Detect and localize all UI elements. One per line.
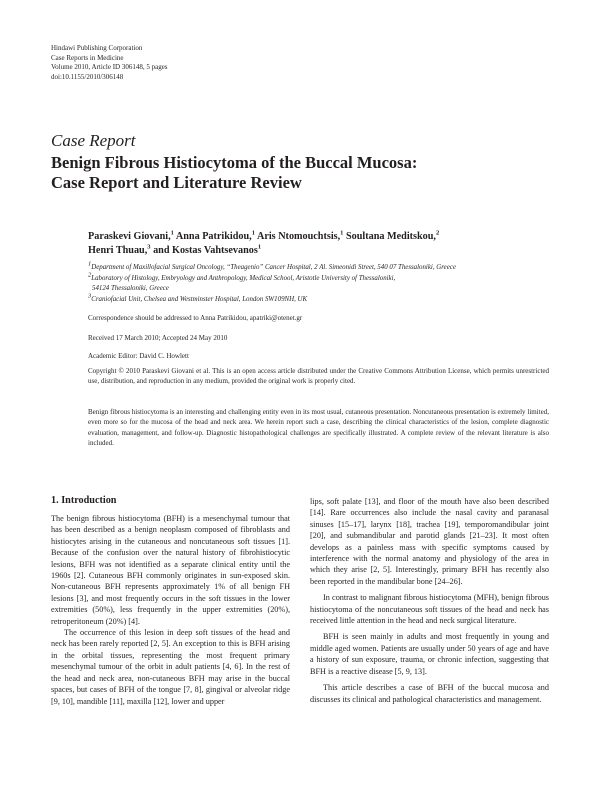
author-name: Soultana Meditskou, (343, 231, 436, 242)
affiliation-3 (88, 292, 558, 306)
author-name: Aris Ntomouchtsis, (254, 231, 341, 242)
received-accepted-dates: Received 17 March 2010; Accepted 24 May 2010 (88, 334, 228, 342)
right-column (310, 496, 549, 705)
affiliation-mark: 2 (88, 271, 92, 279)
author-name: Henri Thuau, (88, 245, 148, 256)
paragraph: BFH is seen mainly in adults and most frequently in young and middle aged women. Patients are usually under 50 years of age and have a history of sun exposure, trauma, or chronic infection, suggesting that BFH is a reactive disease [5, 9, 13]. (310, 632, 549, 676)
paragraph: lips, soft palate [13], and floor of the mouth have also been described [14]. Rare occurrences also include the nasal cavity and paranasal sinuses [15–17], larynx [18], trachea [19], temporomandibular joint [20], and submandibular and parotid glands [21–23]. It most often develops as a painless mass with specific symptoms caused by interference with the normal anatomy and physiology of the area in which they arise [2, 5]. Interestingly, primary BFH has recently also been reported in the mandibular bone [24–26]. (310, 497, 549, 586)
affiliation-2-continued: 54124 Thessaloniki, Greece (92, 285, 169, 292)
correspondence: Correspondence should be addressed to Anna Patrikidou, apatriki@otenet.gr (88, 314, 303, 322)
title-line-2: Case Report and Literature Review (51, 173, 302, 192)
author-name: Anna Patrikidou, (173, 231, 252, 242)
author-affiliation-mark: 1 (251, 229, 255, 237)
doi-link[interactable]: doi:10.1155/2010/306148 (51, 72, 124, 81)
author-affiliation-mark: 2 (435, 229, 440, 237)
author-name: and Kostas Vahtsevanos (150, 245, 258, 256)
author-affiliation-mark: 3 (147, 243, 151, 251)
affiliation-text: Laboratory of Histology, Embryology and Anthropology, Medical School, Aristotle University of Thessaloniki, (91, 274, 396, 282)
affiliation-2 (88, 271, 558, 285)
author-line-1 (88, 230, 558, 244)
affiliation-mark: 3 (88, 292, 92, 300)
journal-name: Case Reports in Medicine (51, 53, 124, 62)
volume-info: Volume 2010, Article ID 306148, 5 pages (51, 63, 168, 71)
affiliation-1 (88, 260, 558, 274)
author-name: Paraskevi Giovani, (88, 231, 171, 242)
academic-editor: Academic Editor: David C. Howlett (88, 352, 189, 360)
author-affiliation-mark: 1 (170, 229, 174, 237)
paragraph: The benign fibrous histiocytoma (BFH) is a mesenchymal tumour that has been described as a benign neoplasm composed of fibroblasts and histiocytes arising in the cutaneous and noncutaneous soft tissues [1]. Because of the confusion over the natural history of fibrohistiocytic lesions, BFH was not identified as a separate clinical entity until the 1960s [2]. Cutaneous BFH commonly originates in sun-exposed skin. Non-cutaneous BFH represents approximately 1% of all benign FH lesions [3], and most frequently occurs in the soft tissues in the lower extremities (50%), less frequently in the upper extremities (20%), retroperitoneum (20%) [4]. (51, 514, 290, 626)
section-heading: 1. Introduction (51, 495, 117, 506)
journal-header (51, 44, 168, 82)
affiliation-text: Craniofacial Unit, Chelsea and Westminster Hospital, London SW109NH, UK (91, 295, 308, 303)
affiliations (88, 260, 558, 305)
title-line-1: Benign Fibrous Histiocytoma of the Buccal Mucosa: (51, 153, 418, 172)
paragraph: The occurrence of this lesion in deep soft tissues of the head and neck has been rarely reported [2, 5]. An exception to this is BFH arising in the orbital tissues, representing the most frequent primary mesenchymal tumour of the orbit in adult patients [4, 6]. In the rest of the head and neck area, non-cutaneous BFH may arise in the buccal spaces, but cases of BFH of the tongue [7, 8], gingival or alveolar ridge [9, 10], mandible [11], maxilla [12], lower and upper (51, 628, 290, 706)
author-affiliation-mark: 1 (257, 243, 262, 251)
left-column (51, 494, 290, 707)
author-affiliation-mark: 1 (340, 229, 344, 237)
article-type: Case Report (51, 131, 136, 150)
paragraph: In contrast to malignant fibrous histiocytoma (MFH), benign fibrous histiocytoma of the noncutaneous soft tissues of the head and neck has received little attention in the head and neck surgical literature. (310, 593, 549, 626)
author-list (88, 230, 558, 258)
affiliation-mark: 1 (88, 260, 92, 268)
author-line-2 (88, 244, 558, 258)
paragraph: This article describes a case of BFH of the buccal mucosa and discusses its clinical and pathological characteristics and management. (310, 683, 549, 704)
publisher-name: Hindawi Publishing Corporation (51, 44, 143, 52)
abstract: Benign fibrous histiocytoma is an interesting and challenging entity even in its most usual, cutaneous presentation. Noncutaneous presentation is extremely limited, even more so for the mucosa of the head and neck area. We herein report such a case, describing the clinical characteristics of the lesion, complete diagnostic evaluation, management, and follow-up. Diagnostic histopathological challenges are specifically illustrated. A complete review of the relevant literature is also included. (88, 408, 549, 448)
affiliation-text: Department of Maxillofacial Surgical Oncology, “Theagenio” Cancer Hospital, 2 Al. Simeonidi Street, 540 07 Thessaloniki, Greece (91, 264, 456, 271)
copyright-notice: Copyright © 2010 Paraskevi Giovani et al. This is an open access article distributed under the Creative Commons Attribution License, which permits unrestricted use, distribution, and reproduction in any medium, provided the original work is properly cited. (88, 367, 549, 386)
article-title (51, 153, 561, 193)
